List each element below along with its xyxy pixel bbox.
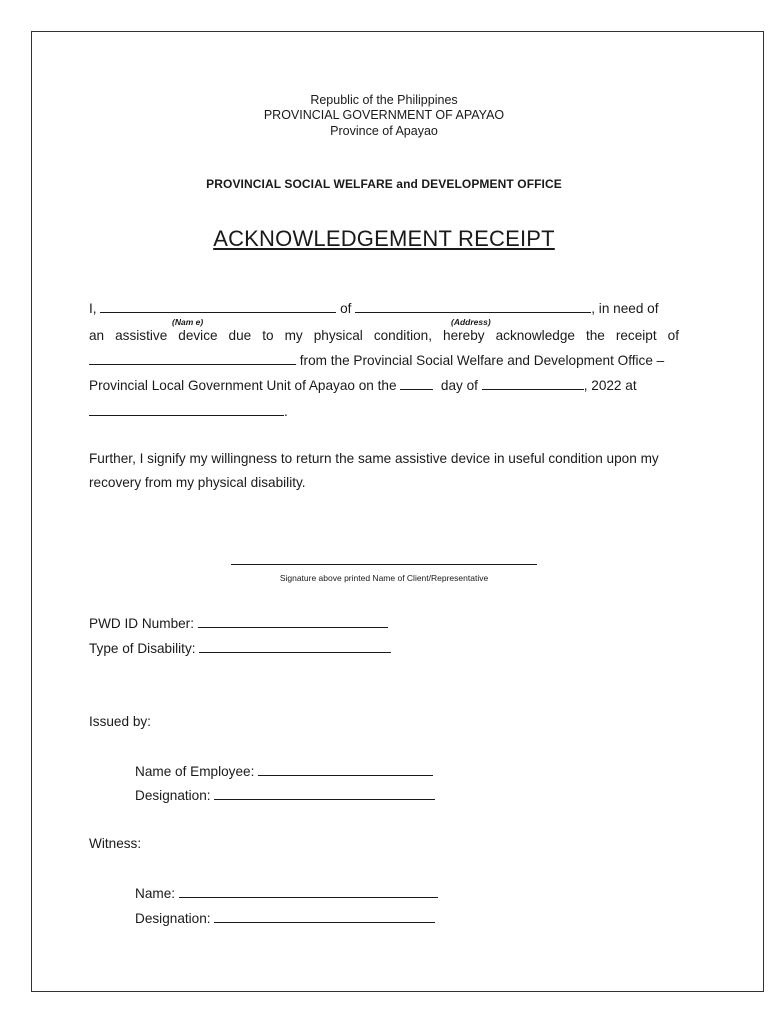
employee-name-blank[interactable] <box>258 763 433 776</box>
pwd-id-blank[interactable] <box>198 615 388 628</box>
signature-caption: Signature above printed Name of Client/Representative <box>279 573 489 583</box>
disability-label: Type of Disability: <box>89 641 196 656</box>
document-title: ACKNOWLEDGEMENT RECEIPT <box>213 226 555 251</box>
text-on-the: Provincial Local Government Unit of Apayao on the <box>89 378 397 393</box>
text-from-office: from the Provincial Social Welfare and Development Office – <box>299 353 665 368</box>
witness-designation-blank[interactable] <box>214 910 435 923</box>
employee-designation-field <box>135 787 435 803</box>
header-province: Province of Apayao <box>330 124 438 138</box>
employee-name-label: Name of Employee: <box>135 764 255 779</box>
text-year-at: , 2022 at <box>583 378 637 393</box>
month-blank[interactable] <box>482 377 584 390</box>
issued-by-label: Issued by: <box>89 714 151 729</box>
text-in-need-of: , in need of <box>591 301 659 316</box>
further-line-1: Further, I signify my willingness to return the same assistive device in useful condition upon my <box>89 451 659 466</box>
address-blank[interactable] <box>355 300 591 313</box>
office-name: PROVINCIAL SOCIAL WELFARE and DEVELOPMENT OFFICE <box>206 177 562 191</box>
body-line-3 <box>89 352 664 368</box>
name-blank[interactable] <box>100 300 336 313</box>
address-caption: (Address) <box>451 317 491 327</box>
place-blank[interactable] <box>89 403 284 416</box>
body-line-4 <box>89 377 637 393</box>
text-i: I, <box>89 301 97 316</box>
header-provincial-government: PROVINCIAL GOVERNMENT OF APAYAO <box>263 108 505 122</box>
employee-name-field <box>135 763 433 779</box>
device-blank[interactable] <box>89 352 296 365</box>
day-blank[interactable] <box>400 377 433 390</box>
witness-name-label: Name: <box>135 886 176 901</box>
witness-designation-field <box>135 910 435 926</box>
disability-field <box>89 640 391 656</box>
body-line-5 <box>89 403 288 419</box>
pwd-id-field <box>89 615 388 631</box>
further-line-2: recovery from my physical disability. <box>89 475 306 490</box>
employee-designation-label: Designation: <box>135 788 211 803</box>
disability-blank[interactable] <box>199 640 391 653</box>
name-caption: (Nam e) <box>172 317 204 327</box>
body-line-2: an assistive device due to my physical condition, hereby acknowledge the receipt of <box>89 328 679 343</box>
text-of: of <box>340 301 352 316</box>
pwd-id-label: PWD ID Number: <box>89 616 194 631</box>
signature-line[interactable] <box>231 564 537 565</box>
text-period: . <box>284 404 288 419</box>
witness-label: Witness: <box>89 836 142 851</box>
witness-designation-label: Designation: <box>135 911 211 926</box>
body-line-1 <box>89 300 659 316</box>
witness-name-field <box>135 885 438 901</box>
header-republic: Republic of the Philippines <box>310 93 458 107</box>
witness-name-blank[interactable] <box>179 885 438 898</box>
employee-designation-blank[interactable] <box>214 787 435 800</box>
text-day-of: day of <box>440 378 478 393</box>
